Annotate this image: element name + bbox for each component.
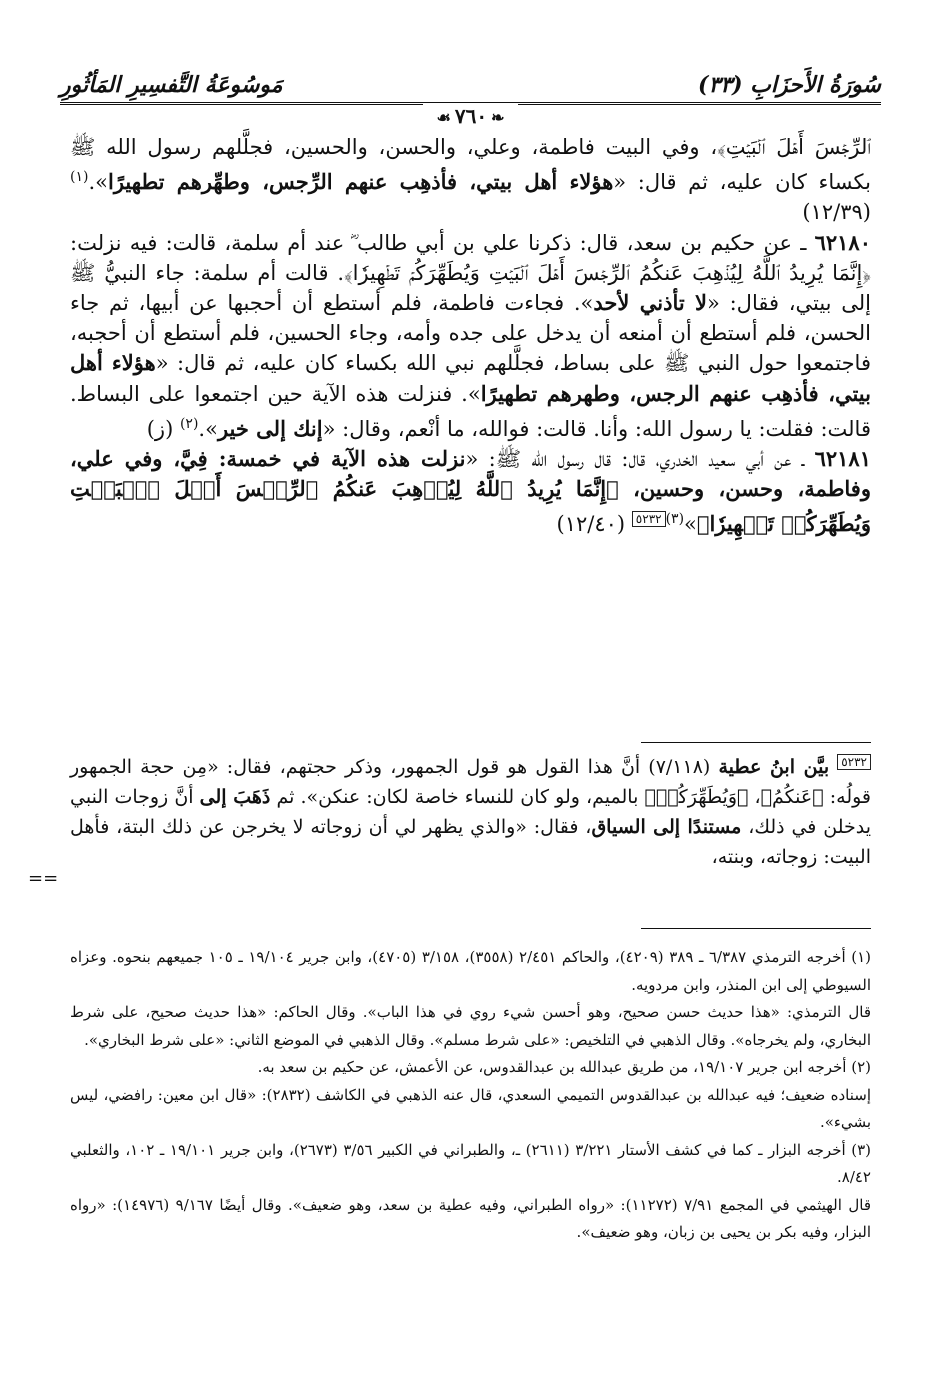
hadith-quote: لا تأذني لأحد bbox=[593, 290, 708, 316]
commentary-number: ٥٢٣٢ bbox=[837, 754, 871, 770]
commentary-ref[interactable]: ٥٢٣٢ bbox=[632, 511, 666, 527]
paragraph bbox=[70, 444, 871, 540]
ornament-icon: ❧ bbox=[491, 108, 505, 127]
divider bbox=[641, 742, 871, 743]
text: (٧/١١٨) أنَّ هذا القول هو قول الجمهور، وذكر حجتهم، فقال: «مِن حجة الجمهور قولُه: ﴿عَنكُمُ﴾، ﴿وَيُطَهِّرَكُمۡ﴾ بالميم، ولو كان للنساء خاصة لكان: عنكن». ثم bbox=[70, 756, 872, 808]
hadith-quote: نزلت هذه الآية في خمسة: فِيَّ، وفي علي، وفاطمة، وحسن، وحسين، ﴿إِنَّمَا يُرِيدُ ٱللَّهُ لِيُذۡهِبَ عَنكُمُ ٱلرِّجۡسَ أَهۡلَ ٱلۡبَيۡتِ وَيُطَهِّرَكُمۡ تَطۡهِيرٗا﴾ bbox=[70, 446, 871, 537]
volume-ref: (١٢/٤٠) bbox=[556, 512, 626, 537]
text: ـ عن أبي سعيد الخدري، قال: قال رسول الله ﷺ: « bbox=[465, 447, 815, 472]
book-title: مَوسُوعَةُ التَّفسِيرِ المَأثُورِ bbox=[60, 72, 283, 98]
text: مستندًا إلى السياق bbox=[591, 816, 742, 838]
page-header bbox=[60, 66, 881, 126]
entry-number: ٦٢١٨١ bbox=[814, 446, 871, 472]
entry-number: ٦٢١٨٠ bbox=[814, 229, 871, 255]
page-number: ٧٦٠ bbox=[454, 104, 488, 128]
footnote: (٣) أخرجه البزار ـ كما في كشف الأستار ٣/٢٢١ (٢٦١١) ـ، والطبراني في الكبير ٣/٥٦ (٢٦٧٣)، وابن جرير ١٩/١٠١ ـ ١٠٢، والثعلبي ٨/٤٢. bbox=[70, 1140, 871, 1186]
footnote-ref[interactable]: (١) bbox=[70, 169, 89, 186]
paragraph bbox=[70, 228, 871, 444]
text: ». bbox=[198, 416, 218, 441]
hadith-quote: إنك إلى خير bbox=[217, 415, 323, 441]
text: أنَّ زوجات النبي يدخلن في ذلك، bbox=[70, 786, 871, 838]
text: ذَهَبَ إلى bbox=[199, 786, 271, 808]
divider bbox=[641, 928, 871, 929]
volume-ref: (١٢/٣٩) bbox=[802, 200, 871, 225]
footnote-ref[interactable]: (٣) bbox=[665, 511, 685, 528]
text: ». bbox=[88, 170, 108, 195]
text: ». فنزلت هذه الآية حين اجتمعوا على البساط. قالت: فقلت: يا رسول الله: وأنا. قالت: فوالله، ما أنْعم، وقال: « bbox=[70, 381, 871, 441]
footnotes bbox=[70, 944, 871, 1247]
hadith-quote: هؤلاء أهل بيتي، فأذهِب عنهم الرجس، وطهرهم تطهيرًا bbox=[70, 350, 871, 406]
volume-ref: (ز) bbox=[146, 416, 174, 441]
text: ـ عن حكيم بن سعد، قال: ذكرنا علي بن أبي طالب ؓ عند أم سلمة، قالت: فيه نزلت: ﴿إِنَّمَا يُرِيدُ ٱللَّهُ لِيُذۡهِبَ عَنكُمُ ٱلرِّجۡسَ أَهۡلَ ٱلۡبَيۡتِ وَيُطَهِّرَكُمۡ تَطۡهِيرٗا﴾. قالت أم سلمة: جاء النبيُّ ﷺ إلى بيتي، فقال: « bbox=[70, 230, 871, 316]
continuation-mark: == bbox=[28, 868, 59, 889]
text: ، فقال: «والذي يظهر لي أن زوجاته لا يخرجن عن ذلك البتة، فأهل البيت: زوجاته، وبنته، bbox=[70, 816, 871, 868]
footnote: (٢) أخرجه ابن جرير ١٩/١٠٧، من طريق عبدالله بن عبدالقدوس، عن الأعمش، عن حكيم بن سعد به. bbox=[257, 1058, 871, 1076]
page-number-wrap bbox=[423, 104, 519, 128]
commentary bbox=[70, 752, 871, 872]
text: » bbox=[684, 512, 697, 537]
paragraph bbox=[70, 132, 871, 228]
paragraph bbox=[70, 752, 871, 872]
main-text bbox=[70, 132, 871, 540]
footnote-ref[interactable]: (٢) bbox=[179, 415, 199, 432]
text: ». فجاءت فاطمة، فلم أستطع أن أحجبها عن أبيها، ثم جاء الحسن، فلم أستطع أن أمنعه أن يدخل على جده وأمه، وجاء الحسين، فلم أستطع أن أحجبه، فاجتمعوا حول النبي ﷺ على بساط، فجلَّلهم نبي الله بكساء كان عليه، ثم قال: « bbox=[70, 291, 871, 376]
hadith-quote: هؤلاء أهل بيتي، فأذهِب عنهم الرِّجس، وطهِّرهم تطهيرًا bbox=[108, 169, 614, 195]
footnote: قال الهيثمي في المجمع ٧/٩١ (١١٢٧٢): «رواه الطبراني، وفيه عطية بن سعد، وهو ضعيف». وقال أيضًا ٩/١٦٧ (١٤٩٧٦): «رواه البزار، وفيه بكر بن يحيى بن زبان، وهو ضعيف». bbox=[70, 1195, 871, 1241]
footnote: إسناده ضعيف؛ فيه عبدالله بن عبدالقدوس التميمي السعدي، قال عنه الذهبي في الكاشف (٢٨٣٢): «قال ابن معين: رافضي، ليس بشيء». bbox=[70, 1085, 871, 1131]
text: بيَّن ابنُ عطية bbox=[718, 756, 830, 778]
footnote: (١) أخرجه الترمذي ٦/٣٨٧ ـ ٣٨٩ (٤٢٠٩)، والحاكم ٢/٤٥١ (٣٥٥٨)، ٣/١٥٨ (٤٧٠٥)، وابن جرير ١٩/١٠٤ ـ ١٠٥ جميعهم بنحوه. وعزاه السيوطي إلى ابن المنذر، وابن مردويه. bbox=[70, 948, 871, 994]
text: ٱلرِّجۡسَ أَهۡلَ ٱلۡبَيۡتِ﴾، وفي البيت فاطمة، وعلي، والحسن، والحسين، فجلَّلهم رسول الله ﷺ بكساء كان عليه، ثم قال: « bbox=[70, 135, 871, 195]
surah-title: سُورَةُ الأَحزَابِ (٣٣) bbox=[698, 72, 881, 98]
footnote: قال الترمذي: «هذا حديث حسن صحيح، وهو أحسن شيء روي في هذا الباب». وقال الحاكم: «هذا حديث صحيح، على شرط البخاري، ولم يخرجاه». وقال الذهبي في التلخيص: «على شرط مسلم». وقال الذهبي في الموضع الثاني: «على شرط البخاري». bbox=[70, 1003, 871, 1049]
ornament-icon: ☙ bbox=[436, 108, 451, 127]
